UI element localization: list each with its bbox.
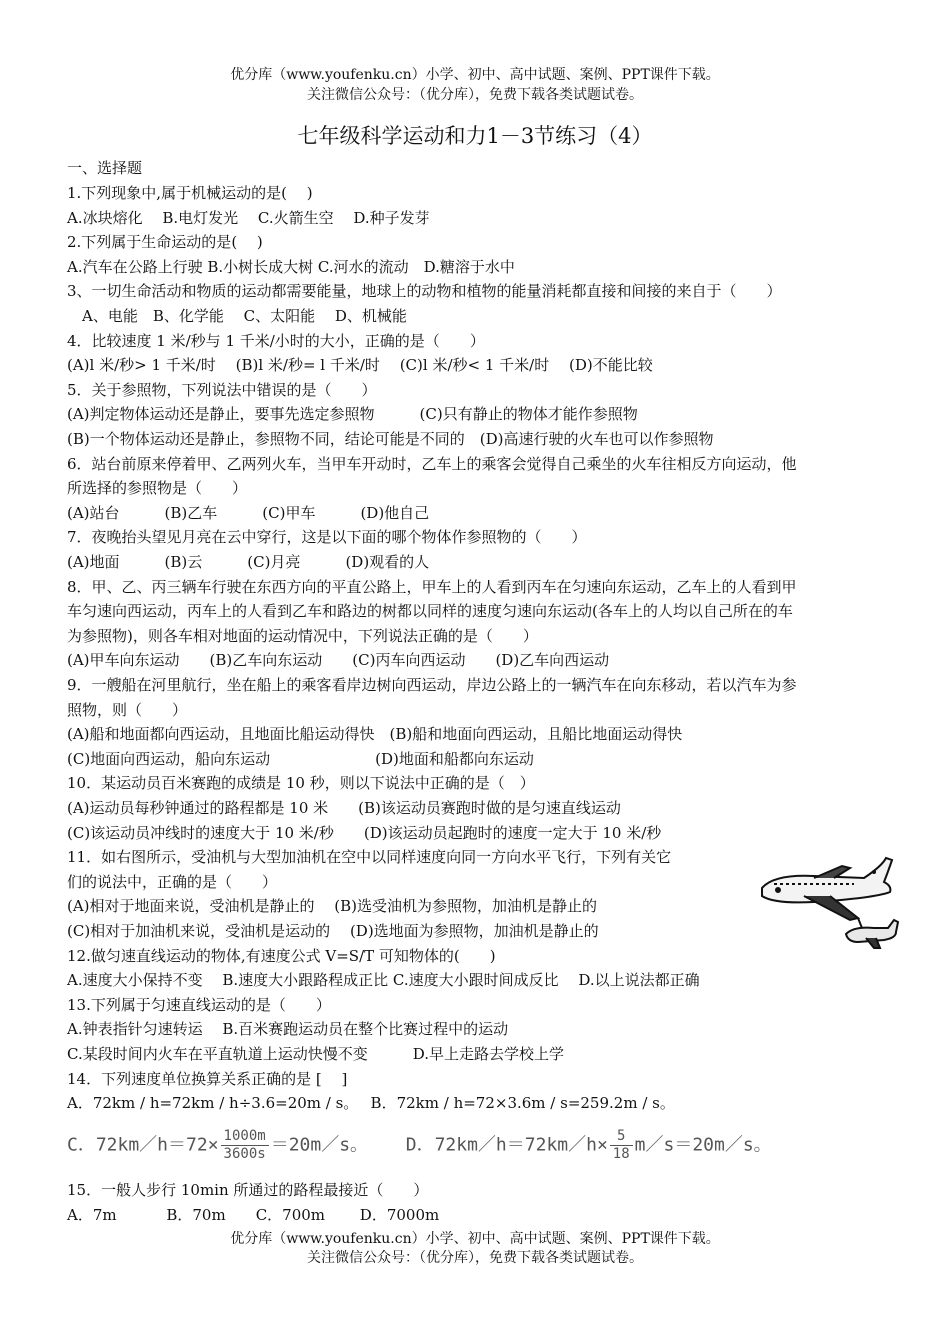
formula-d-suffix: m／s＝20m／s。 xyxy=(634,1134,772,1156)
text-line: (A)运动员每秒钟通过的路程都是 10 米 (B)该运动员赛跑时做的是匀速直线运动 xyxy=(67,799,621,817)
formula-row xyxy=(67,1128,772,1168)
text-line: A.冰块熔化 B.电灯发光 C.火箭生空 D.种子发芽 xyxy=(67,208,430,227)
text-line: A.汽车在公路上行驶 B.小树长成大树 C.河水的流动 D.糖溶于水中 xyxy=(67,257,515,276)
text-line: 4．比较速度 1 米/秒与 1 千米/小时的大小，正确的是（ ） xyxy=(67,331,485,350)
text-line: 车匀速向西运动，丙车上的人看到乙车和路边的树都以同样的速度匀速向东运动(各车上的人均以自己所在的车 xyxy=(67,602,793,621)
header-line-2: 关注微信公众号：（优分库），免费下载各类试题试卷。 xyxy=(307,87,643,103)
text-line: A、电能 B、化学能 C、太阳能 D、机械能 xyxy=(67,307,407,325)
text-line: 所选择的参照物是（ ） xyxy=(67,479,248,498)
text-line: 7．夜晚抬头望见月亮在云中穿行，这是以下面的哪个物体作参照物的（ ） xyxy=(67,528,587,547)
footer-line-1: 优分库（www.youfenku.cn）小学、初中、高中试题、案例、PPT课件下载。 xyxy=(230,1231,720,1247)
formula-d-prefix: D．72km／h＝72km／h× xyxy=(405,1134,608,1156)
text-line: (A)站台 (B)乙车 (C)甲车 (D)他自己 xyxy=(67,503,430,522)
text-line: 12.做匀速直线运动的物体,有速度公式 V=S/T 可知物体的( ) xyxy=(67,946,496,965)
text-line: (B)一个物体运动还是静止，参照物不同，结论可能是不同的 (D)高速行驶的火车也可以作参照物 xyxy=(67,430,714,448)
text-line: 2.下列属于生命运动的是( ) xyxy=(67,233,263,252)
text-line: 6．站台前原来停着甲、乙两列火车，当甲车开动时，乙车上的乘客会觉得自己乘坐的火车往相反方向运动，他 xyxy=(67,454,797,473)
text-line: 10．某运动员百米赛跑的成绩是 10 秒，则以下说法中正确的是（ ） xyxy=(67,774,535,793)
text-line: C.某段时间内火车在平直轨道上运动快慢不变 D.早上走路去学校上学 xyxy=(67,1045,564,1063)
text-line: (A)船和地面都向西运动，且地面比船运动得快 (B)船和地面向西运动，且船比地面运动得快 xyxy=(67,725,683,744)
text-line: (A)l 米/秒> 1 千米/时 (B)l 米/秒= l 千米/时 (C)l 米/秒< 1 千米/时 (D)不能比较 xyxy=(67,356,653,375)
text-line: 9．一艘船在河里航行，坐在船上的乘客看岸边树向西运动，岸边公路上的一辆汽车在向东移动，若以汽车为参 xyxy=(67,676,797,694)
formula-d-fraction xyxy=(610,1128,633,1163)
text-line: (A)相对于地面来说，受油机是静止的 (B)选受油机为参照物，加油机是静止的 xyxy=(67,897,598,916)
text-line: (A)甲车向东运动 (B)乙车向东运动 (C)丙车向西运动 (D)乙车向西运动 xyxy=(67,651,610,670)
formula-d-denominator: 18 xyxy=(612,1146,630,1162)
text-line: 为参照物)，则各车相对地面的运动情况中，下列说法正确的是（ ） xyxy=(67,626,538,645)
footer-line-2: 关注微信公众号：（优分库），免费下载各类试题试卷。 xyxy=(307,1250,643,1266)
formula-c-prefix: C．72km／h＝72× xyxy=(67,1134,219,1156)
formula-c-numerator: 1000m xyxy=(221,1128,269,1146)
formula-c-fraction xyxy=(221,1128,269,1163)
text-line: A.速度大小保持不变 B.速度大小跟路程成正比 C.速度大小跟时间成反比 D.以上说法都正确 xyxy=(67,971,700,990)
text-line: 8．甲、乙、丙三辆车行驶在东西方向的平直公路上，甲车上的人看到丙车在匀速向东运动，乙车上的人看到甲 xyxy=(67,577,797,596)
text-line: 1.下列现象中,属于机械运动的是( ) xyxy=(67,184,313,202)
text-line: 11．如右图所示，受油机与大型加油机在空中以同样速度向同一方向水平飞行，下列有关它 xyxy=(67,848,672,867)
refueling-aircraft-illustration xyxy=(754,852,904,952)
text-line: 13.下列属于匀速直线运动的是（ ） xyxy=(67,995,331,1014)
text-line: 照物，则（ ） xyxy=(67,700,188,719)
formula-c-suffix: ＝20m／s。 xyxy=(270,1134,369,1156)
text-line: (C)地面向西运动，船向东运动 (D)地面和船都向东运动 xyxy=(67,749,534,768)
text-line: (A)地面 (B)云 (C)月亮 (D)观看的人 xyxy=(67,553,430,571)
section-heading: 一、选择题 xyxy=(67,159,143,177)
text-line: (C)相对于加油机来说，受油机是运动的 (D)选地面为参照物，加油机是静止的 xyxy=(67,922,599,940)
text-line: A．72km / h=72km / h÷3.6=20m / s。 B．72km / h=72×3.6m / s=259.2m / s。 xyxy=(67,1094,675,1113)
formula-c-denominator: 3600s xyxy=(223,1146,266,1162)
formula-d-numerator: 5 xyxy=(610,1128,633,1146)
text-line: 14．下列速度单位换算关系正确的是 [ ] xyxy=(67,1069,348,1088)
text-line: (C)该运动员冲线时的速度大于 10 米/秒 (D)该运动员起跑时的速度一定大于 10 米/秒 xyxy=(67,823,662,842)
text-line: 们的说法中，正确的是（ ） xyxy=(67,872,278,891)
text-line: A.钟表指针匀速转运 B.百米赛跑运动员在整个比赛过程中的运动 xyxy=(67,1020,509,1039)
text-line: 15．一般人步行 10min 所通过的路程最接近（ ） xyxy=(67,1181,429,1199)
text-line: A．7m B．70m C．700m D．7000m xyxy=(67,1206,440,1224)
page-title: 七年级科学运动和力1－3节练习（4） xyxy=(297,124,653,148)
text-line: 5．关于参照物，下列说法中错误的是（ ） xyxy=(67,380,377,399)
text-line: (A)判定物体运动还是静止，要事先选定参照物 (C)只有静止的物体才能作参照物 xyxy=(67,405,638,424)
text-line: 3、一切生命活动和物质的运动都需要能量，地球上的动物和植物的能量消耗都直接和间接的来自于（ ） xyxy=(67,282,782,301)
header-line-1: 优分库（www.youfenku.cn）小学、初中、高中试题、案例、PPT课件下载。 xyxy=(230,67,720,83)
